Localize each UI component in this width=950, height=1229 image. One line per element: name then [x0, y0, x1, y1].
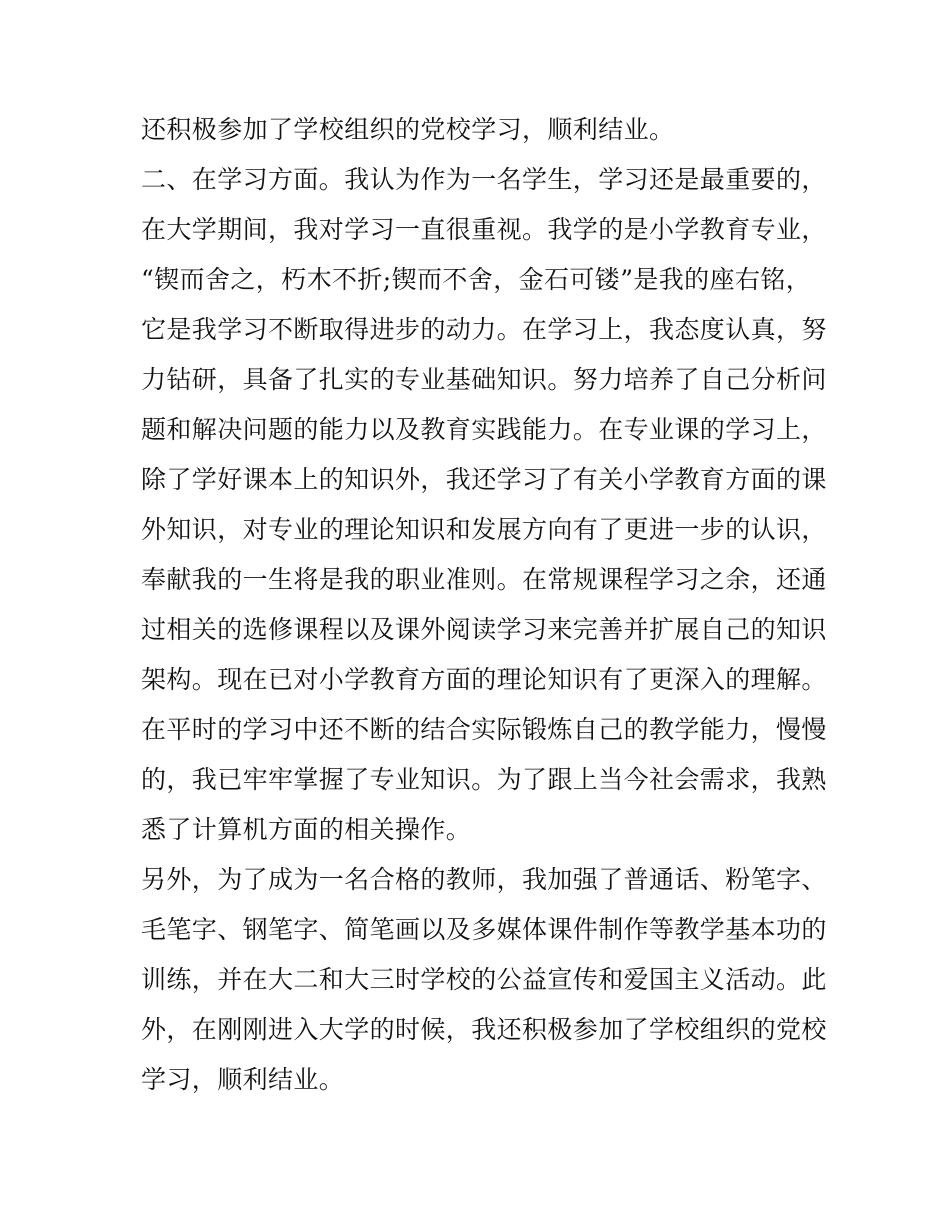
text-line: 外知识，对专业的理论知识和发展方向有了更进一步的认识，: [141, 515, 827, 544]
text-line: 它是我学习不断取得进步的动力。在学习上，我态度认真，努: [141, 315, 827, 344]
text-line: 架构。现在已对小学教育方面的理论知识有了更深入的理解。: [141, 665, 827, 694]
text-line: 的，我已牢牢掌握了专业知识。为了跟上当今社会需求，我熟: [141, 765, 827, 794]
text-line: 二、在学习方面。我认为作为一名学生，学习还是最重要的，: [141, 165, 827, 194]
text-line: 毛笔字、钢笔字、简笔画以及多媒体课件制作等教学基本功的: [141, 915, 827, 944]
text-line: 过相关的选修课程以及课外阅读学习来完善并扩展自己的知识: [141, 615, 827, 644]
text-line: 还积极参加了学校组织的党校学习，顺利结业。: [141, 115, 675, 144]
text-line: 在大学期间，我对学习一直很重视。我学的是小学教育专业，: [141, 215, 827, 244]
text-line: 悉了计算机方面的相关操作。: [141, 815, 472, 844]
text-line: 外，在刚刚进入大学的时候，我还积极参加了学校组织的党校: [141, 1015, 827, 1044]
text-line: 在平时的学习中还不断的结合实际锻炼自己的教学能力，慢慢: [141, 715, 827, 744]
text-line: 学习，顺利结业。: [141, 1065, 345, 1094]
text-line: 力钻研，具备了扎实的专业基础知识。努力培养了自己分析问: [141, 365, 827, 394]
text-line: 题和解决问题的能力以及教育实践能力。在专业课的学习上，: [141, 415, 827, 444]
text-line: 除了学好课本上的知识外，我还学习了有关小学教育方面的课: [141, 465, 827, 494]
text-line: 另外，为了成为一名合格的教师，我加强了普通话、粉笔字、: [141, 865, 827, 894]
text-line: “锲而舍之，朽木不折;锲而不舍，金石可镂”是我的座右铭，: [141, 265, 812, 294]
document-body: [141, 108, 827, 1108]
text-line: 训练，并在大二和大三时学校的公益宣传和爱国主义活动。此: [141, 965, 827, 994]
text-line: 奉献我的一生将是我的职业准则。在常规课程学习之余，还通: [141, 565, 827, 594]
